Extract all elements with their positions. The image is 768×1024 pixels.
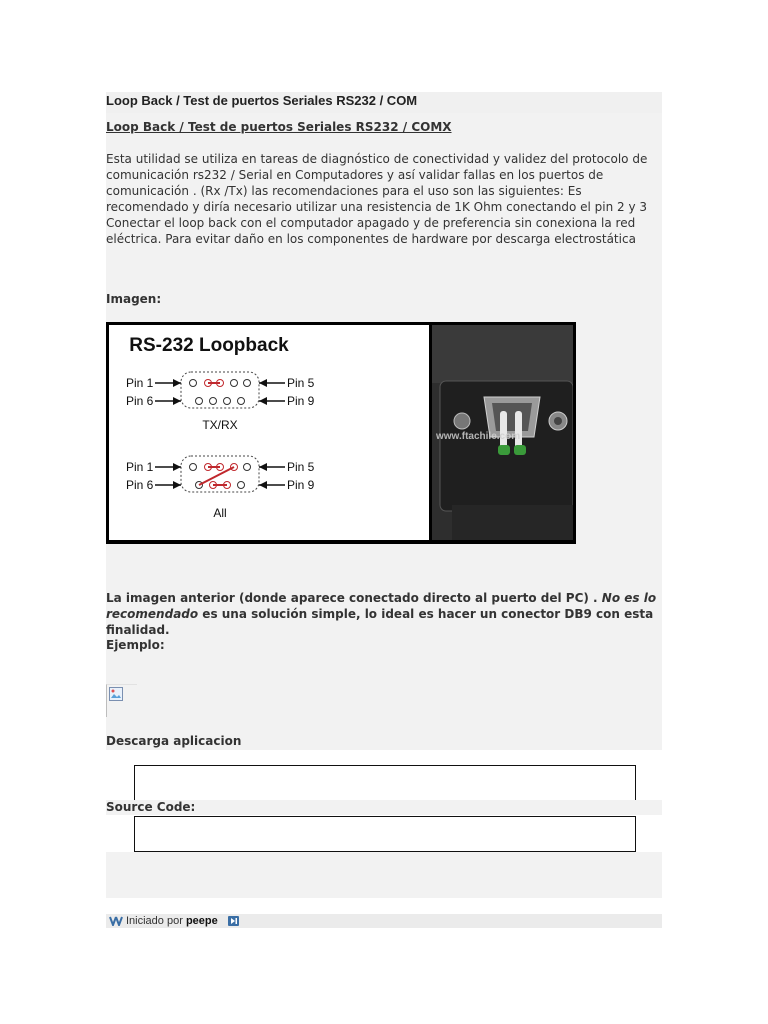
loopback-diagram — [109, 325, 429, 540]
download-box[interactable] — [134, 765, 636, 801]
author-link[interactable]: peepe — [185, 915, 218, 927]
page-title: Loop Back / Test de puertos Seriales RS232 / COM — [106, 93, 418, 108]
go-to-post-icon[interactable] — [228, 916, 239, 926]
txrx-label: TX/RX — [202, 418, 238, 432]
title-bar — [106, 92, 662, 114]
note-emphasis: No es lo recomendado — [106, 591, 657, 621]
broken-image-icon — [109, 687, 123, 701]
loopback-diagram-svg — [109, 325, 429, 540]
started-by-prefix: Iniciado por — [126, 915, 183, 927]
source-label: Source Code: — [106, 800, 196, 814]
db9-photo — [432, 325, 573, 540]
all-label: All — [213, 506, 227, 520]
pin9-label-all: Pin 9 — [287, 478, 315, 492]
pin9-label: Pin 9 — [287, 394, 315, 408]
recommendation-note — [106, 590, 664, 638]
pin5-label-all: Pin 5 — [287, 460, 315, 474]
diagram-title: RS-232 Loopback — [129, 335, 289, 356]
thread-started-icon — [109, 916, 123, 926]
started-by-text — [126, 915, 218, 927]
broken-image-placeholder — [106, 684, 137, 717]
bottom-panel — [106, 852, 662, 898]
pin6-label-all: Pin 6 — [126, 478, 154, 492]
article-paragraph: Esta utilidad se utiliza en tareas de diagnóstico de conectividad y validez del protocolo de comunicación rs232 / Serial en Computadores y así validar fallas en los puertos de comunicación . (Rx /Tx) las recomendaciones para el uso son las siguientes: Es recomendado y diría necesario utilizar una resistencia de 1K Ohm conectando el pin 2 y 3 Conectar el loop back con el computador apagado y de preferencia sin conexiona la red eléctrica. Para evitar daño en los componentes de hardware por descarga electrostática — [106, 152, 648, 246]
source-code-box[interactable] — [134, 816, 636, 852]
pin5-label: Pin 5 — [287, 376, 315, 390]
db9-photo-svg — [432, 325, 573, 540]
thread-footer — [106, 914, 662, 928]
imagen-label: Imagen: — [106, 292, 162, 306]
ejemplo-label: Ejemplo: — [106, 638, 165, 652]
note-text-end: es una solución simple, lo ideal es hacer un conector DB9 con esta finalidad. — [106, 607, 654, 637]
pin1-label-all: Pin 1 — [126, 460, 154, 474]
loopback-figure — [106, 322, 576, 544]
pin1-label: Pin 1 — [126, 376, 154, 390]
article-heading: Loop Back / Test de puertos Seriales RS232 / COMX — [106, 120, 452, 134]
descarga-label: Descarga aplicacion — [106, 734, 242, 748]
pin6-label: Pin 6 — [126, 394, 154, 408]
photo-watermark: www.ftachile.com — [436, 431, 521, 442]
note-text: La imagen anterior (donde aparece conectado directo al puerto del PC) . — [106, 591, 602, 605]
